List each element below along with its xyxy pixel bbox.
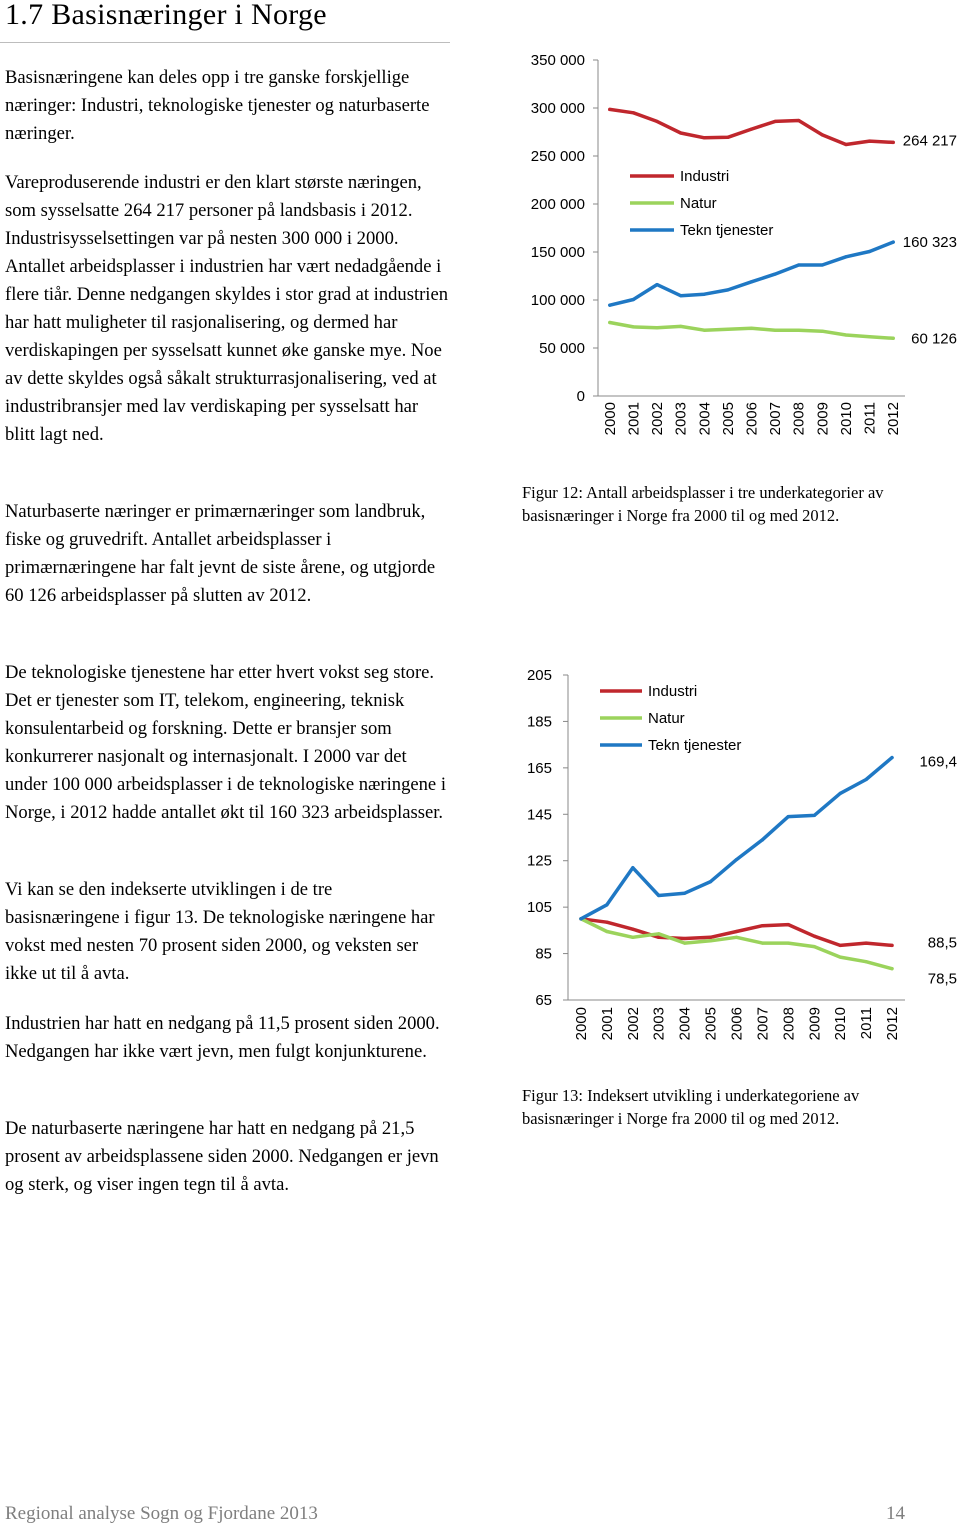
paragraph-tekn: De teknologiske tjenestene har etter hvert vokst seg store. Det er tjenester som IT, telekom, engineering, teknisk konsulentarbeid og forskning. Dette er bransjer som konkurrerer nasjonalt og internasjonalt. I 2000 var det under 100 000 arbeidsplasser i de teknologiske næringene i Norge, i 2012 hadde antallet økt til 160 323 arbeidsplasser.	[5, 662, 446, 823]
y-tick-label: 300 000	[530, 100, 585, 117]
figure-12-svg	[505, 40, 960, 460]
data-point-industri	[890, 944, 893, 947]
x-tick-label: 2002	[624, 1007, 642, 1041]
data-point-industri	[839, 944, 842, 947]
data-point-tekn	[735, 858, 738, 861]
y-tick-label: 85	[535, 945, 552, 963]
x-tick-label: 2000	[572, 1007, 590, 1041]
y-tick-label: 185	[526, 713, 552, 731]
data-point-tekn	[657, 894, 660, 897]
data-point-industri	[750, 128, 753, 131]
data-point-tekn	[787, 815, 790, 818]
figure-12-caption: Figur 12: Antall arbeidsplasser i tre underkategorier av basisnæringer i Norge fra 2000 til og med 2012.	[522, 483, 884, 525]
x-tick-label: 2007	[754, 1007, 772, 1041]
title-divider	[0, 42, 450, 43]
x-tick-label: 2012	[885, 402, 903, 436]
data-point-natur	[797, 329, 800, 332]
paragraph-indeks: Vi kan se den indekserte utviklingen i de tre basisnæringene i figur 13. De teknologiske næringene har vokst med nesten 70 prosent siden 2000, og veksten ser ikke ut til å avta.	[5, 879, 435, 984]
y-tick-label: 200 000	[530, 196, 585, 213]
x-tick-label: 2009	[814, 402, 832, 436]
x-tick-label: 2000	[601, 402, 619, 436]
data-point-tekn	[605, 903, 608, 906]
data-point-natur	[709, 939, 712, 942]
data-point-industri	[703, 136, 706, 139]
data-point-industri	[683, 937, 686, 940]
paragraph-industri-nedgang: Industrien har hatt en nedgang på 11,5 prosent siden 2000. Nedgangen har ikke vært jevn, men fulgt konjunkturene.	[5, 1013, 440, 1062]
data-point-industri	[821, 133, 824, 136]
data-point-natur	[892, 337, 895, 340]
series-line-tekn	[610, 242, 893, 305]
data-point-industri	[655, 120, 658, 123]
data-point-tekn	[865, 778, 868, 781]
data-point-industri	[844, 143, 847, 146]
data-point-natur	[813, 945, 816, 948]
data-point-industri	[631, 928, 634, 931]
y-tick-label: 100 000	[530, 292, 585, 309]
data-point-tekn	[774, 272, 777, 275]
data-point-industri	[813, 935, 816, 938]
y-tick-label: 105	[526, 899, 552, 917]
x-tick-label: 2010	[832, 1007, 850, 1041]
data-point-natur	[657, 932, 660, 935]
data-point-natur	[679, 325, 682, 328]
figure-13-svg	[505, 655, 960, 1065]
data-point-tekn	[679, 294, 682, 297]
section-title: 1.7 Basisnæringer i Norge	[5, 0, 327, 31]
data-point-natur	[890, 967, 893, 970]
data-label-natur: 60 126	[911, 330, 957, 348]
y-tick-label: 125	[526, 852, 552, 870]
data-label-natur: 78,5	[927, 970, 957, 988]
x-tick-label: 2003	[650, 1007, 668, 1041]
data-point-natur	[631, 936, 634, 939]
x-tick-label: 2004	[676, 1007, 694, 1041]
data-point-tekn	[631, 866, 634, 869]
y-tick-label: 350 000	[530, 52, 585, 69]
data-point-natur	[735, 936, 738, 939]
paragraph-natur-nedgang: De naturbaserte næringene har hatt en nedgang på 21,5 prosent av arbeidsplassene siden 2000. Nedgangen er jevn og sterk, og viser ingen tegn til å avta.	[5, 1118, 439, 1195]
legend-label-natur: Natur	[648, 710, 685, 727]
data-point-tekn	[750, 280, 753, 283]
y-tick-label: 50 000	[539, 340, 585, 357]
figure-13-caption: Figur 13: Indeksert utvikling i underkategoriene av basisnæringer i Norge fra 2000 til og med 2012.	[522, 1086, 860, 1128]
data-point-natur	[787, 942, 790, 945]
series-line-industri	[610, 109, 893, 144]
data-point-tekn	[683, 892, 686, 895]
data-point-tekn	[579, 917, 582, 920]
data-point-tekn	[608, 304, 611, 307]
x-tick-label: 2006	[743, 402, 761, 436]
y-tick-label: 65	[535, 992, 552, 1009]
data-point-industri	[797, 119, 800, 122]
footer-title: Regional analyse Sogn og Fjordane 2013	[5, 1503, 318, 1524]
x-tick-label: 2011	[858, 1007, 876, 1040]
y-tick-label: 0	[576, 388, 585, 405]
data-point-tekn	[813, 814, 816, 817]
x-tick-label: 2012	[884, 1007, 902, 1041]
data-point-natur	[844, 333, 847, 336]
paragraph-intro: Basisnæringene kan deles opp i tre ganske forskjellige næringer: Industri, teknologiske tjenester og naturbaserte næringer.	[5, 67, 430, 144]
data-point-natur	[655, 326, 658, 329]
data-point-tekn	[703, 293, 706, 296]
data-point-tekn	[844, 255, 847, 258]
data-point-natur	[750, 327, 753, 330]
data-point-natur	[865, 960, 868, 963]
page-number: 14	[886, 1503, 905, 1524]
legend-label-natur: Natur	[680, 195, 717, 212]
x-tick-label: 2011	[861, 402, 879, 435]
x-tick-label: 2008	[780, 1007, 798, 1041]
data-point-industri	[735, 930, 738, 933]
data-point-natur	[726, 328, 729, 331]
data-point-industri	[608, 108, 611, 111]
data-point-tekn	[632, 298, 635, 301]
legend-label-industri: Industri	[648, 683, 698, 700]
y-tick-label: 165	[526, 759, 552, 777]
data-point-tekn	[892, 240, 895, 243]
data-label-industri: 88,5	[927, 934, 957, 952]
legend-label-industri: Industri	[680, 168, 730, 185]
data-point-industri	[605, 921, 608, 924]
x-tick-label: 2008	[790, 402, 808, 436]
figure-12-chart	[505, 40, 960, 460]
data-point-natur	[703, 329, 706, 332]
data-point-tekn	[868, 250, 871, 253]
x-tick-label: 2005	[702, 1007, 720, 1041]
data-point-industri	[868, 140, 871, 143]
data-point-industri	[726, 136, 729, 139]
data-point-natur	[608, 321, 611, 324]
paragraph-industri: Vareproduserende industri er den klart største næringen, som sysselsatte 264 217 personer på landsbasis i 2012. Industrisysselsettingen var på nesten 300 000 i 2000. Antallet arbeidsplasser i industrien har vært nedadgående i flere tiår. Denne nedgangen skyldes i stor grad at industrien har hatt muligheter til rasjonalisering, og dermed har verdiskapingen per sysselsatt kunnet øke ganske mye. Noe av dette skyldes også såkalt strukturrasjonalisering, ved at industribransjer med lav verdiskaping per sysselsatt har blitt lagt ned.	[5, 172, 449, 445]
x-tick-label: 2003	[672, 402, 690, 436]
data-label-industri: 264 217	[902, 132, 957, 150]
data-point-natur	[683, 942, 686, 945]
data-point-tekn	[797, 263, 800, 266]
series-line-natur	[610, 323, 893, 339]
legend-label-tekn: Tekn tjenester	[648, 737, 742, 754]
series-line-tekn	[581, 758, 892, 919]
data-point-industri	[787, 923, 790, 926]
x-tick-label: 2001	[598, 1007, 616, 1041]
legend-label-tekn: Tekn tjenester	[680, 222, 774, 239]
x-tick-label: 2006	[728, 1007, 746, 1041]
x-tick-label: 2009	[806, 1007, 824, 1041]
data-point-industri	[761, 924, 764, 927]
data-point-tekn	[821, 263, 824, 266]
data-point-natur	[605, 930, 608, 933]
figure-13-chart	[505, 655, 960, 1065]
data-point-industri	[865, 942, 868, 945]
data-point-industri	[657, 936, 660, 939]
data-point-natur	[821, 330, 824, 333]
y-tick-label: 145	[526, 806, 552, 824]
data-label-tekn: 160 323	[902, 234, 957, 252]
data-point-industri	[632, 111, 635, 114]
data-point-tekn	[761, 838, 764, 841]
data-point-industri	[774, 120, 777, 123]
y-tick-label: 205	[526, 667, 552, 684]
data-point-tekn	[726, 288, 729, 291]
x-tick-label: 2002	[649, 402, 667, 436]
x-tick-label: 2010	[837, 402, 855, 436]
data-point-natur	[632, 325, 635, 328]
data-point-natur	[774, 329, 777, 332]
x-tick-label: 2004	[696, 402, 714, 436]
data-point-natur	[761, 942, 764, 945]
data-label-tekn: 169,4	[919, 753, 957, 771]
data-point-tekn	[655, 283, 658, 286]
x-tick-label: 2005	[719, 402, 737, 436]
paragraph-natur: Naturbaserte næringer er primærnæringer som landbruk, fiske og gruvedrift. Antallet arbeidsplasser i primærnæringene har falt jevnt de siste årene, og utgjorde 60 126 arbeidsplasser på slutten av 2012.	[5, 501, 436, 606]
data-point-industri	[892, 141, 895, 144]
y-tick-label: 150 000	[530, 244, 585, 261]
y-tick-label: 250 000	[530, 148, 585, 165]
data-point-industri	[709, 936, 712, 939]
data-point-natur	[868, 335, 871, 338]
data-point-tekn	[890, 756, 893, 759]
x-tick-label: 2001	[625, 402, 643, 436]
data-point-natur	[839, 955, 842, 958]
x-tick-label: 2007	[767, 402, 785, 436]
data-point-industri	[679, 131, 682, 134]
data-point-tekn	[709, 880, 712, 883]
data-point-tekn	[839, 792, 842, 795]
